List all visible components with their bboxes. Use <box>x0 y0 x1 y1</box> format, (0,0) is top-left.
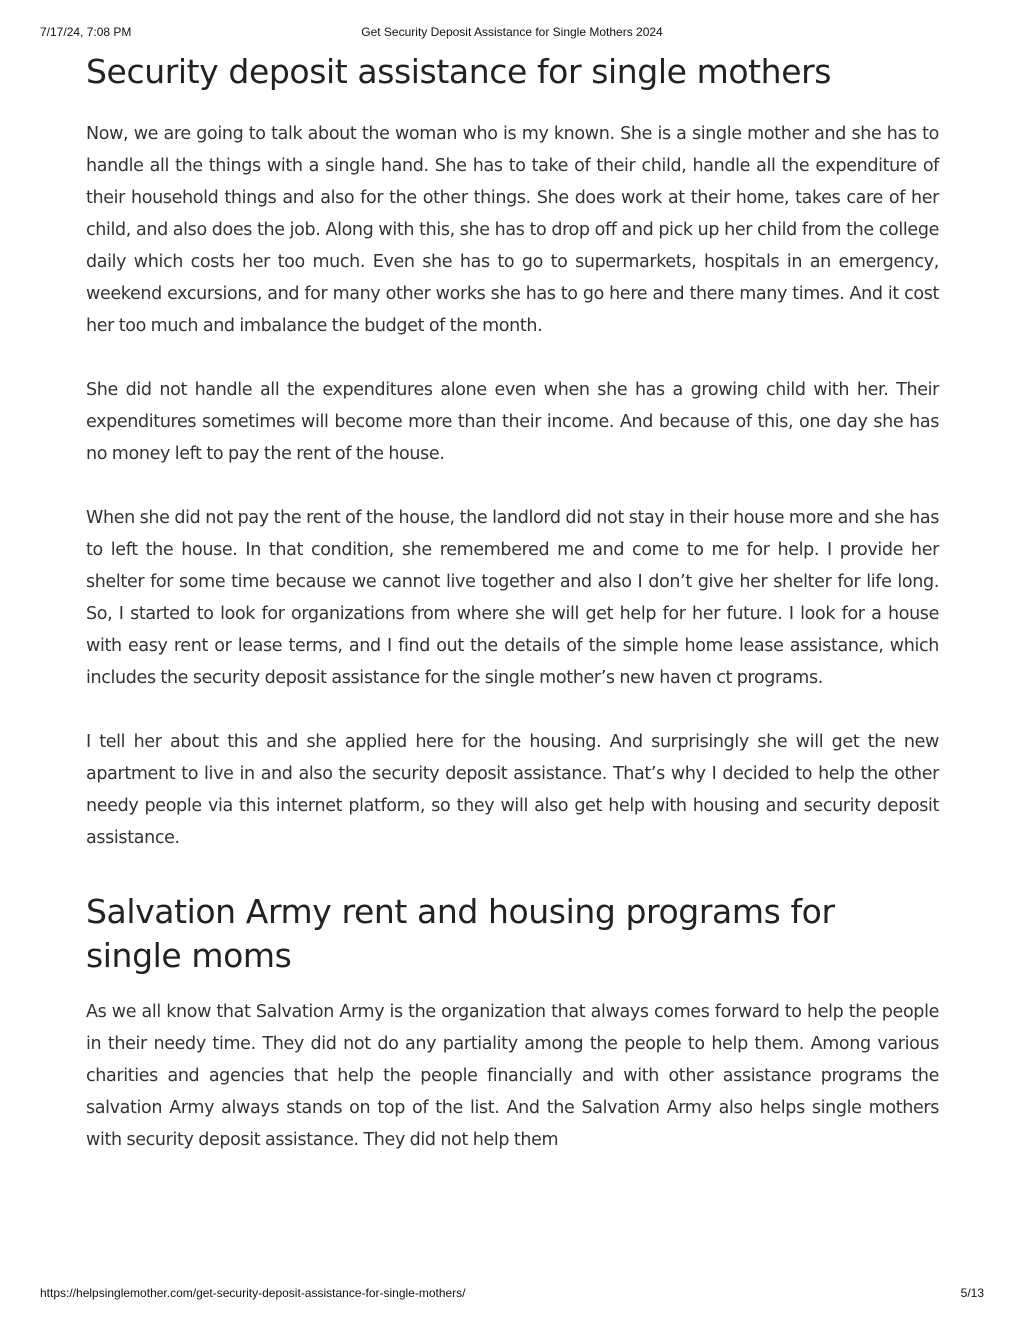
print-header <box>0 25 1024 41</box>
paragraph: When she did not pay the rent of the house, the landlord did not stay in their house more and she has to left the house. In that condition, she remembered me and come to me for help. I provide her shelter for some time because we cannot live together and also I don’t give her shelter for life long. So, I started to look for organizations from where she will get help for her future. I look for a house with easy rent or lease terms, and I find out the details of the simple home lease assistance, which includes the security deposit assistance for the single mother’s new haven ct programs. <box>86 508 939 688</box>
paragraph: I tell her about this and she applied here for the housing. And surprisingly she will get the new apartment to live in and also the security deposit assistance. That’s why I decided to help the other needy people via this internet platform, so they will also get help with housing and security deposit assistance. <box>86 732 939 848</box>
print-footer <box>0 1286 1024 1302</box>
page-url: https://helpsinglemother.com/get-security-deposit-assistance-for-single-mothers/ <box>40 1286 466 1300</box>
print-document-title: Get Security Deposit Assistance for Single Mothers 2024 <box>361 25 663 39</box>
paragraph: She did not handle all the expenditures alone even when she has a growing child with her. Their expenditures sometimes will become more than their income. And because of this, one day she has no money left to pay the rent of the house. <box>86 380 939 464</box>
section-heading-security-deposit: Security deposit assistance for single mothers <box>86 52 832 91</box>
paragraph: Now, we are going to talk about the woman who is my known. She is a single mother and she has to handle all the things with a single hand. She has to take of their child, handle all the expenditure of their household things and also for the other things. She does work at their home, takes care of her child, and also does the job. Along with this, she has to drop off and pick up her child from the college daily which costs her too much. Even she has to go to supermarkets, hospitals in an emergency, weekend excursions, and for many other works she has to go here and there many times. And it cost her too much and imbalance the budget of the month. <box>86 124 939 336</box>
article-body <box>86 50 939 1156</box>
print-datetime: 7/17/24, 7:08 PM <box>40 25 132 39</box>
section-heading-salvation-army: Salvation Army rent and housing programs for single moms <box>86 892 835 975</box>
page-number: 5/13 <box>960 1286 984 1300</box>
paragraph: As we all know that Salvation Army is the organization that always comes forward to help the people in their needy time. They did not do any partiality among the people to help them. Among various charities and agencies that help the people financially and with other assistance programs the salvation Army always stands on top of the list. And the Salvation Army also helps single mothers with security deposit assistance. They did not help them <box>86 1002 939 1150</box>
